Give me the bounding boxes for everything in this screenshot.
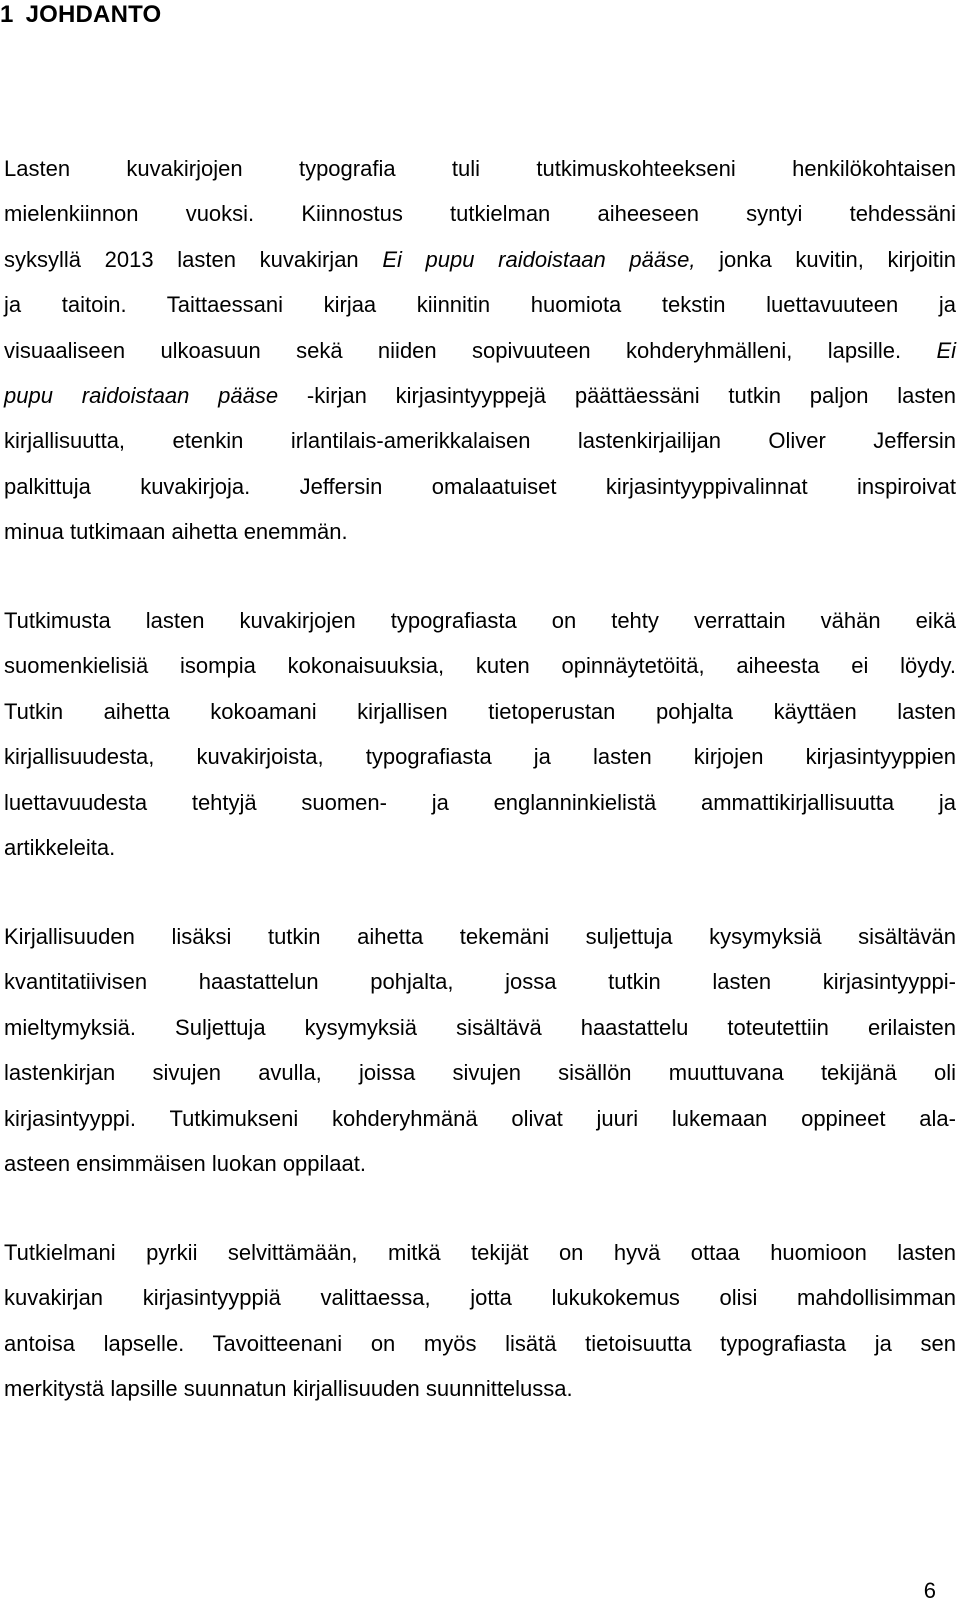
text-line [4, 1275, 956, 1320]
text-segment: asteen ensimmäisen luokan oppilaat. [4, 1151, 367, 1177]
text-line [4, 1050, 956, 1095]
page-number: 6 [923, 1578, 936, 1603]
chapter-number: 1 [0, 1, 14, 28]
text-line [4, 146, 956, 191]
text-line [4, 1141, 956, 1186]
text-segment: kuvakirjan kirjasintyyppiä valittaessa, jotta lukukokemus olisi mahdollisimman [4, 1285, 956, 1311]
text-line [4, 1321, 956, 1366]
book-title-italic: Ei pupu raidoistaan pääse, [382, 246, 696, 272]
text-segment: kirjasintyyppi. Tutkimukseni kohderyhmänä olivat juuri lukemaan oppineet ala- [4, 1105, 956, 1131]
paragraph-2 [4, 598, 956, 870]
text-line [4, 418, 956, 463]
text-line [4, 1230, 956, 1275]
text-segment: Tutkielmani pyrkii selvittämään, mitkä tekijät on hyvä ottaa huomioon lasten [4, 1240, 956, 1265]
text-line [4, 914, 956, 959]
text-line [4, 282, 956, 327]
text-segment: Lasten kuvakirjojen typografia tuli tutkimuskohteekseni henkilökohtaisen [4, 156, 956, 181]
chapter-title: JOHDANTO [25, 1, 162, 28]
book-title-italic: pupu raidoistaan pääse [4, 383, 279, 409]
paragraph-3 [4, 914, 956, 1186]
text-segment: minua tutkimaan aihetta enemmän. [4, 519, 348, 545]
text-segment: lastenkirjan sivujen avulla, joissa sivujen sisällön muuttuvana tekijänä oli [4, 1060, 956, 1086]
paragraph-4 [4, 1230, 956, 1412]
chapter-heading [0, 0, 161, 30]
text-segment: Tutkimusta lasten kuvakirjojen typografiasta on tehty verrattain vähän eikä [4, 608, 956, 633]
text-segment: kvantitatiivisen haastattelun pohjalta, jossa tutkin lasten kirjasintyyppi- [4, 969, 956, 995]
text-segment: -kirjan kirjasintyyppejä päättäessäni tutkin paljon lasten [278, 383, 957, 409]
text-segment: jonka kuvitin, kirjoitin [695, 246, 956, 272]
text-segment: syksyllä 2013 lasten kuvakirjan [4, 246, 383, 272]
text-line [4, 1005, 956, 1050]
paragraph-1 [4, 146, 956, 555]
text-segment: artikkeleita. [4, 835, 116, 861]
text-segment: kirjallisuutta, etenkin irlantilais-amerikkalaisen lastenkirjailijan Oliver Jeffersin [4, 428, 956, 454]
text-line [4, 191, 956, 236]
text-line [4, 1366, 956, 1411]
text-line [4, 959, 956, 1004]
text-segment: luettavuudesta tehtyjä suomen- ja englanninkielistä ammattikirjallisuutta ja [4, 789, 956, 815]
text-segment: Tutkin aihetta kokoamani kirjallisen tietoperustan pohjalta käyttäen lasten [4, 698, 956, 724]
text-line [4, 689, 956, 734]
book-title-italic: Ei [936, 337, 956, 363]
text-line [4, 780, 956, 825]
text-line [4, 237, 956, 282]
text-line [4, 825, 956, 870]
text-line [4, 373, 956, 418]
text-segment: suomenkielisiä isompia kokonaisuuksia, kuten opinnäytetöitä, aiheesta ei löydy. [4, 653, 956, 679]
text-segment: Kirjallisuuden lisäksi tutkin aihetta tekemäni suljettuja kysymyksiä sisältävän [4, 924, 956, 949]
text-line [4, 643, 956, 688]
text-segment: antoisa lapselle. Tavoitteenani on myös lisätä tietoisuutta typografiasta ja sen [4, 1330, 956, 1356]
text-segment: mielenkiinnon vuoksi. Kiinnostus tutkielman aiheeseen syntyi tehdessäni [4, 201, 956, 227]
text-line [4, 1096, 956, 1141]
text-segment: visuaaliseen ulkoasuun sekä niiden sopivuuteen kohderyhmälleni, lapsille. [4, 337, 937, 363]
text-line [4, 734, 956, 779]
text-segment: palkittuja kuvakirjoja. Jeffersin omalaatuiset kirjasintyyppivalinnat inspiroivat [4, 473, 956, 499]
text-segment: merkitystä lapsille suunnatun kirjallisuuden suunnittelussa. [4, 1376, 573, 1402]
text-segment: kirjallisuudesta, kuvakirjoista, typografiasta ja lasten kirjojen kirjasintyyppien [4, 744, 956, 770]
text-line [4, 464, 956, 509]
text-segment: ja taitoin. Taittaessani kirjaa kiinnitin huomiota tekstin luettavuuteen ja [4, 292, 956, 318]
text-line [4, 509, 956, 554]
text-line [4, 328, 956, 373]
text-segment: mieltymyksiä. Suljettuja kysymyksiä sisältävä haastattelu toteutettiin erilaisten [4, 1014, 956, 1040]
text-line [4, 598, 956, 643]
